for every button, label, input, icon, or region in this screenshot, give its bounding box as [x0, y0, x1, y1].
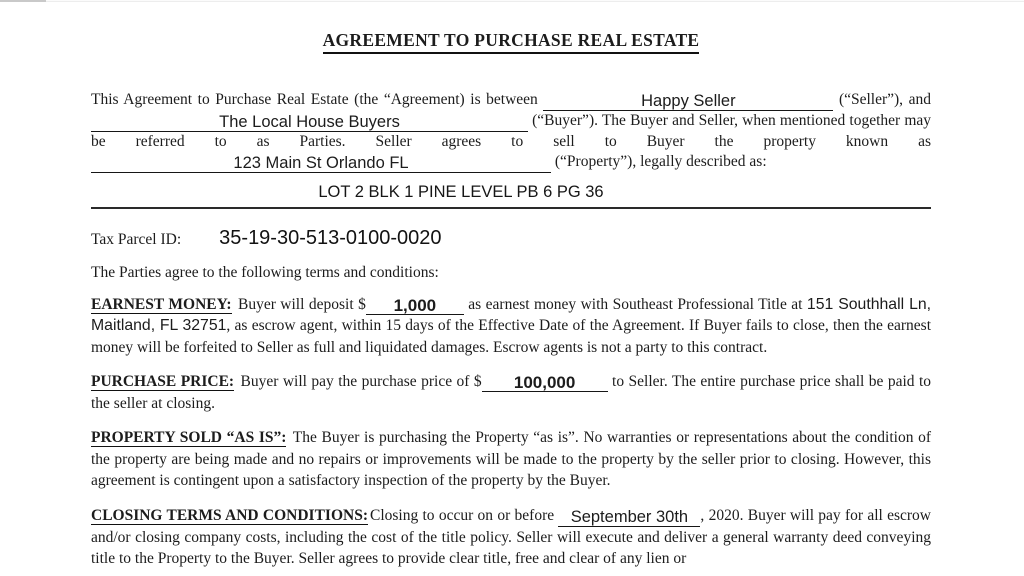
as-is-text-1: The Buyer is purchasing the Property “as is”. No warranties or representations about the condition of the property are being made and no repairs or improvements will be made to the property by the seller prior to closing. However, this agreement is contingent upon a satisfactory inspection of the property by the Buyer.: [91, 429, 932, 489]
earnest-money-heading: EARNEST MONEY:: [91, 295, 232, 313]
tax-parcel-label: Tax Parcel ID:: [91, 230, 182, 248]
legal-description-row: [91, 183, 931, 209]
closing-terms-heading: CLOSING TERMS AND CONDITIONS:: [91, 506, 368, 524]
intro-text-1: This Agreement to Purchase Real Estate (the “Agreement) is between: [91, 91, 538, 108]
closing-terms-paragraph: [91, 505, 931, 570]
closing-date-field[interactable]: September 30th: [558, 509, 700, 527]
tax-parcel-row: [91, 227, 931, 250]
tax-parcel-id-field[interactable]: 35-19-30-513-0100-0020: [219, 226, 442, 249]
as-is-paragraph: [91, 427, 931, 492]
intro-text-4: (“Buyer”). The Buyer and Seller, when mentioned together may be referred to as Parties. Seller agrees to sell to Buyer the property known as: [91, 112, 932, 150]
purchase-price-heading: PURCHASE PRICE:: [91, 373, 235, 390]
earnest-amount-field[interactable]: 1,000: [366, 297, 464, 315]
purchase-price-paragraph: [91, 371, 931, 414]
intro-text-3: and: [908, 91, 932, 108]
closing-text-2: , 2020. Buyer will pay for all escrow and/or closing company costs, including the cost of the title policy. Seller will execute and deliver a general warranty deed conveying title to the Property to the Buyer. Seller agrees to provide clear title, free and clear of any lien or: [91, 506, 931, 567]
closing-text-1: Closing to occur on or before: [369, 506, 555, 524]
buyer-name-field[interactable]: The Local House Buyers: [91, 114, 528, 132]
intro-text-5: (“Property”), legally described as:: [554, 152, 767, 170]
purchase-price-field[interactable]: 100,000: [482, 374, 608, 392]
earnest-text-3: , as escrow agent, within 15 days of the Effective Date of the Agreement. If Buyer fails to close, then the earnest money will be forfeited to Seller as full and liquidated damages. Escrow agents is not a party to this contract.: [91, 317, 932, 356]
earnest-text-2: as earnest money with Southeast Professional Title at: [468, 295, 803, 313]
earnest-money-paragraph: [91, 294, 931, 359]
escrow-address-field[interactable]: 151 Southhall Ln, Maitland, FL 32751: [91, 295, 932, 334]
property-address-field[interactable]: 123 Main St Orlando FL: [91, 155, 551, 173]
earnest-text-1: Buyer will deposit $: [237, 295, 366, 313]
price-text-2: to Seller. The entire purchase price shall be paid to the seller at closing.: [91, 373, 932, 412]
legal-description-field[interactable]: LOT 2 BLK 1 PINE LEVEL PB 6 PG 36: [318, 182, 604, 201]
seller-name-field[interactable]: Happy Seller: [543, 93, 833, 111]
document-title: AGREEMENT TO PURCHASE REAL ESTATE: [323, 30, 700, 54]
price-text-1: Buyer will pay the purchase price of $: [240, 373, 482, 390]
intro-paragraph: [91, 90, 931, 173]
terms-intro-text: The Parties agree to the following terms and conditions:: [91, 263, 439, 281]
title-row: [91, 30, 931, 54]
intro-text-2: (“Seller”),: [838, 91, 904, 108]
as-is-heading: PROPERTY SOLD “AS IS”:: [91, 429, 287, 446]
